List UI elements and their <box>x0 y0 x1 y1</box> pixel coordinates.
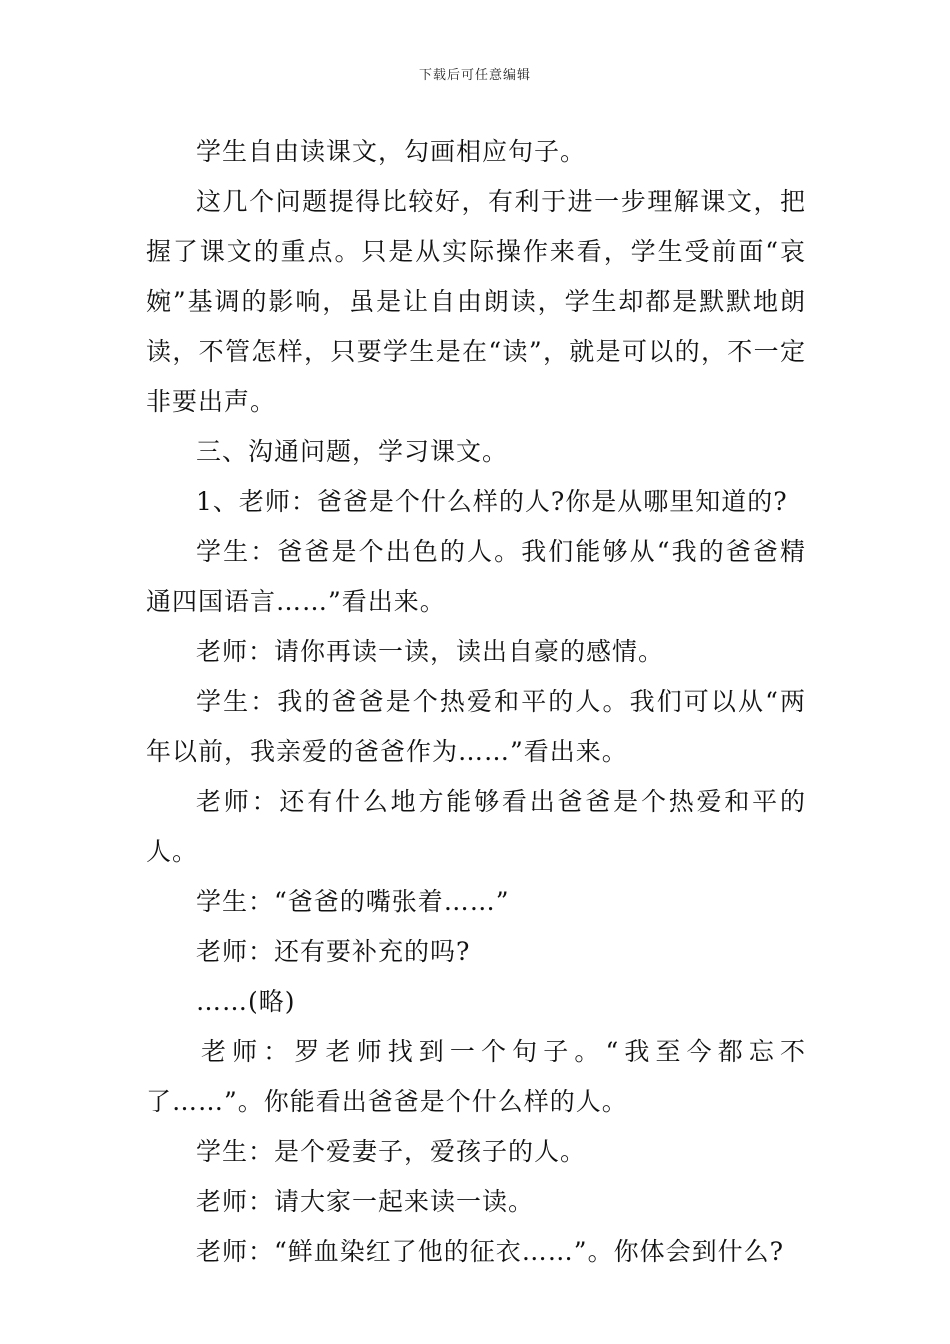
paragraph: 老师：还有什么地方能够看出爸爸是个热爱和平的人。 <box>146 787 806 866</box>
paragraph: 这几个问题提得比较好，有利于进一步理解课文，把握了课文的重点。只是从实际操作来看，学生受前面“哀婉”基调的影响，虽是让自由朗读，学生却都是默默地朗读，不管怎样，只要学生是在“读”，就是可以的，不一定非要出声。 <box>146 187 806 416</box>
paragraph: 老师：罗老师找到一个句子。“我至今都忘不了……”。你能看出爸爸是个什么样的人。 <box>146 1037 806 1116</box>
paragraph: 学生自由读课文，勾画相应句子。 <box>196 137 587 166</box>
paragraph: 老师：还有要补充的吗? <box>196 937 471 966</box>
paragraph: 1、老师：爸爸是个什么样的人?你是从哪里知道的? <box>196 487 788 516</box>
paragraph: 老师：请你再读一读，读出自豪的感情。 <box>196 637 665 666</box>
paragraph: ……(略) <box>196 987 296 1016</box>
paragraph: 学生：我的爸爸是个热爱和平的人。我们可以从“两年以前，我亲爱的爸爸作为……”看出来。 <box>146 687 806 766</box>
paragraph: 老师：请大家一起来读一读。 <box>196 1187 535 1216</box>
page-header-note: 下载后可任意编辑 <box>418 68 531 83</box>
paragraph: 老师：“鲜血染红了他的征衣……”。你体会到什么? <box>196 1237 784 1266</box>
section-heading: 三、沟通问题，学习课文。 <box>196 437 509 466</box>
paragraph: 学生：“爸爸的嘴张着……” <box>196 887 510 916</box>
document-body <box>146 127 806 1277</box>
paragraph: 学生：爸爸是个出色的人。我们能够从“我的爸爸精通四国语言……”看出来。 <box>146 537 806 616</box>
paragraph: 学生：是个爱妻子，爱孩子的人。 <box>196 1137 587 1166</box>
